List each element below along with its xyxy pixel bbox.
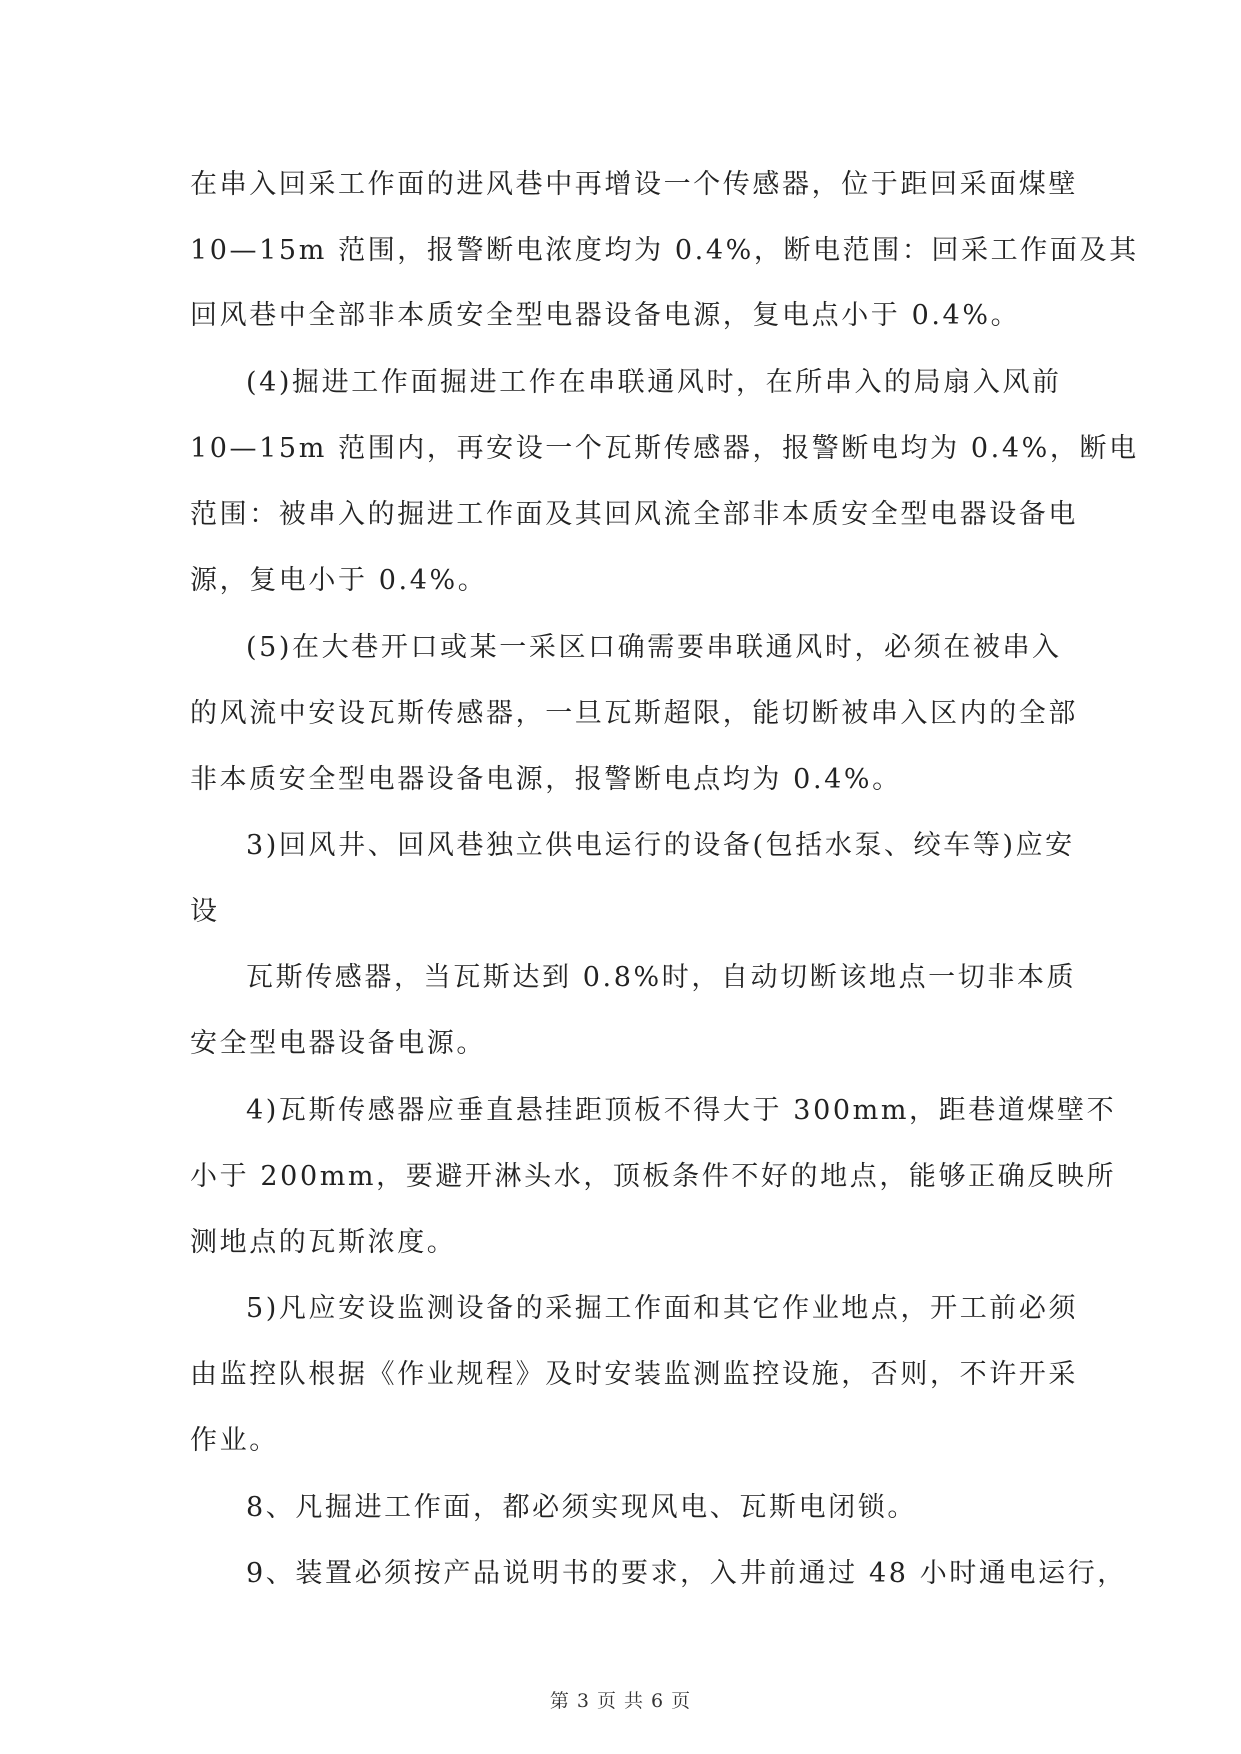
text-line: 作业。 (190, 1425, 279, 1456)
text-line: 10—15m 范围内，再安设一个瓦斯传感器，报警断电均为 0.4%，断电 (190, 433, 1139, 464)
text-line: 瓦斯传感器，当瓦斯达到 0.8%时，自动切断该地点一切非本质 (246, 962, 1077, 993)
text-line: 小于 200mm，要避开淋头水，顶板条件不好的地点，能够正确反映所 (190, 1161, 1117, 1192)
text-line: 安全型电器设备电源。 (190, 1028, 486, 1059)
text-line: (5)在大巷开口或某一采区口确需要串联通风时，必须在被串入 (246, 632, 1062, 663)
text-line: 的风流中安设瓦斯传感器，一旦瓦斯超限，能切断被串入区内的全部 (190, 698, 1078, 729)
text-line: 测地点的瓦斯浓度。 (190, 1227, 457, 1258)
text-line: 在串入回采工作面的进风巷中再增设一个传感器，位于距回采面煤壁 (190, 169, 1078, 200)
text-line: 源，复电小于 0.4%。 (190, 565, 488, 596)
text-line: (4)掘进工作面掘进工作在串联通风时，在所串入的局扇入风前 (246, 367, 1062, 398)
text-line: 10—15m 范围，报警断电浓度均为 0.4%，断电范围：回采工作面及其 (190, 235, 1139, 266)
text-line: 非本质安全型电器设备电源，报警断电点均为 0.4%。 (190, 764, 902, 795)
text-line: 4)瓦斯传感器应垂直悬挂距顶板不得大于 300mm，距巷道煤壁不 (246, 1095, 1117, 1126)
text-line: 由监控队根据《作业规程》及时安装监测监控设施，否则，不许开采 (190, 1359, 1078, 1390)
text-line: 5)凡应安设监测设备的采掘工作面和其它作业地点，开工前必须 (246, 1293, 1079, 1324)
text-line: 回风巷中全部非本质安全型电器设备电源，复电点小于 0.4%。 (190, 300, 1021, 331)
page-number-footer: 第 3 页 共 6 页 (549, 1690, 692, 1712)
text-line: 9、装置必须按产品说明书的要求，入井前通过 48 小时通电运行， (246, 1558, 1127, 1589)
text-line: 范围：被串入的掘进工作面及其回风流全部非本质安全型电器设备电 (190, 499, 1078, 530)
text-line: 3)回风井、回风巷独立供电运行的设备(包括水泵、绞车等)应安 (246, 830, 1075, 861)
text-line: 8、凡掘进工作面，都必须实现风电、瓦斯电闭锁。 (246, 1492, 917, 1523)
text-line: 设 (190, 896, 220, 927)
